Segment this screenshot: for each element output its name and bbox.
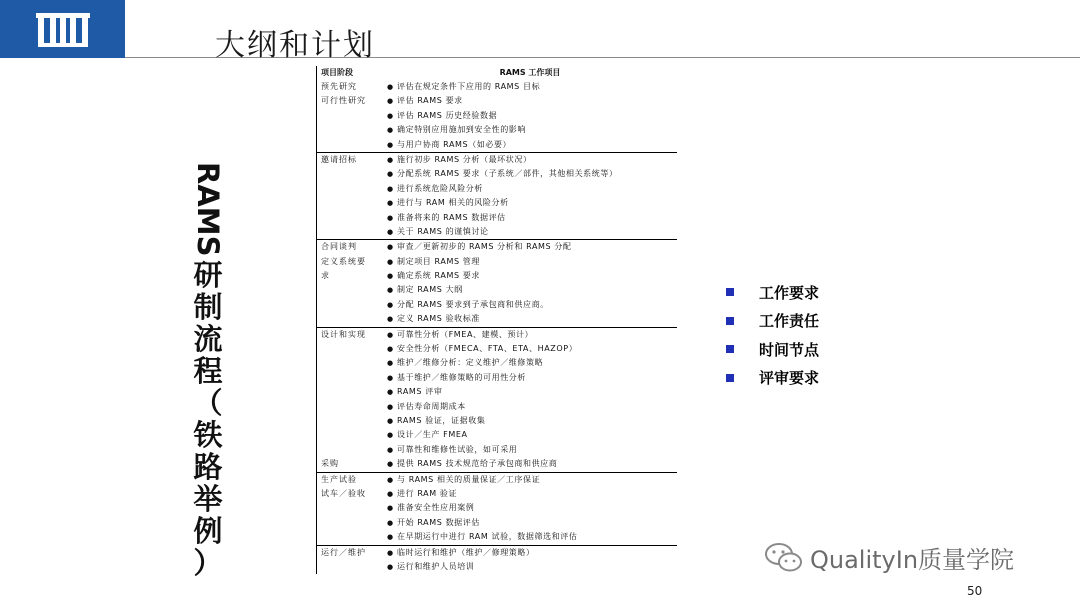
stage-cell — [317, 356, 383, 370]
bullet-dot-icon: ● — [386, 83, 394, 91]
stage-cell — [317, 109, 383, 123]
bullet-dot-icon: ● — [386, 489, 394, 498]
vertical-title-latin: RAMS — [191, 162, 225, 257]
bullet-dot-icon: ● — [386, 126, 394, 135]
stage-cell — [317, 443, 383, 457]
stage-cell: 生产试验 — [321, 474, 357, 484]
bullet-dot-icon: ● — [386, 170, 394, 179]
table-row — [317, 546, 677, 560]
stage-cell: 运行／维护 — [321, 547, 366, 557]
work-item-cell: 开始 RAMS 数据评估 — [397, 517, 480, 527]
bullet-dot-icon: ● — [386, 345, 394, 354]
watermark-text: QualityIn质量学院 — [810, 546, 1015, 574]
stage-cell — [317, 182, 383, 196]
bullet-dot-icon: ● — [386, 300, 394, 309]
table-row — [317, 473, 677, 487]
stage-cell — [317, 371, 383, 385]
bullet-dot-icon: ● — [386, 548, 394, 557]
bullet-dot-icon: ● — [386, 431, 394, 440]
table-row — [317, 530, 677, 544]
bullet-dot-icon: ● — [386, 402, 394, 411]
bullet-dot-icon: ● — [386, 286, 394, 295]
bullet-dot-icon: ● — [386, 315, 394, 324]
work-item-cell: 分配系统 RAMS 要求（子系统／部件，其他相关系统等） — [397, 169, 618, 179]
table-row — [317, 298, 677, 312]
square-bullet-icon — [726, 374, 734, 382]
work-item-cell: 进行系统危险风险分析 — [397, 183, 483, 193]
stage-cell — [317, 138, 383, 152]
work-item-cell: 维护／维修分析：定义维护／维修策略 — [397, 358, 544, 368]
table-row — [317, 255, 677, 269]
requirement-item — [726, 278, 819, 307]
table-row — [317, 94, 677, 108]
table-group — [317, 240, 677, 327]
work-item-cell: 运行和维护人员培训 — [397, 561, 475, 571]
work-item-cell: 提供 RAMS 技术规范给子承包商和供应商 — [397, 459, 558, 469]
logo-box — [0, 0, 125, 58]
table-row — [317, 225, 677, 239]
work-item-cell: 制定项目 RAMS 管理 — [397, 256, 480, 266]
table-row — [317, 400, 677, 414]
table-row — [317, 428, 677, 442]
vertical-title-char: 研 — [193, 257, 223, 292]
stage-cell: 试车／验收 — [321, 488, 366, 498]
square-bullet-icon — [726, 288, 734, 296]
work-item-cell: 可靠性和维修性试验，如可采用 — [397, 444, 518, 454]
table-row — [317, 153, 677, 167]
table-row — [317, 385, 677, 399]
work-item-cell: 设计／生产 FMEA — [397, 430, 468, 440]
bullet-dot-icon: ● — [386, 504, 394, 513]
square-bullet-icon — [726, 317, 734, 325]
bullet-dot-icon: ● — [386, 199, 394, 208]
table-row — [317, 371, 677, 385]
table-row — [317, 211, 677, 225]
table-row — [317, 109, 677, 123]
work-item-cell: 进行与 RAM 相关的风险分析 — [397, 198, 509, 208]
bullet-dot-icon: ● — [386, 330, 394, 339]
stage-cell — [317, 516, 383, 530]
table-row — [317, 182, 677, 196]
table-row — [317, 167, 677, 181]
bullet-dot-icon: ● — [386, 533, 394, 542]
stage-cell — [317, 428, 383, 442]
bullet-dot-icon: ● — [386, 475, 394, 484]
wechat-icon — [764, 541, 804, 575]
work-item-cell: 与用户协商 RAMS（如必要） — [397, 139, 512, 149]
table-row — [317, 328, 677, 342]
vertical-title-char: 流 — [193, 321, 223, 356]
work-item-cell: 确定系统 RAMS 要求 — [397, 271, 480, 281]
stage-cell — [317, 196, 383, 210]
table-row — [317, 342, 677, 356]
work-item-cell: 评估寿命周期成本 — [397, 401, 466, 411]
table-group — [317, 80, 677, 153]
page-number: 50 — [967, 584, 983, 598]
work-item-cell: RAMS 验证，证据收集 — [397, 415, 486, 425]
bullet-dot-icon: ● — [386, 272, 394, 281]
table-row — [317, 487, 677, 501]
stage-cell: 预先研究 — [321, 82, 357, 91]
table-row — [317, 414, 677, 428]
work-item-cell: 制定 RAMS 大纲 — [397, 285, 463, 295]
stage-cell: 求 — [321, 271, 330, 281]
vertical-title-char: 制 — [193, 289, 223, 324]
vertical-title-char: ） — [193, 545, 223, 580]
vertical-title-char: 铁 — [193, 417, 223, 452]
bullet-dot-icon: ● — [386, 460, 394, 469]
header-stage: 项目阶段 — [321, 68, 353, 77]
work-item-cell: 基于维护／维修策略的可用性分析 — [397, 372, 526, 382]
bullet-dot-icon: ● — [386, 184, 394, 193]
table-row — [317, 283, 677, 297]
vertical-title-char: 例 — [193, 513, 223, 548]
table-row — [317, 501, 677, 515]
stage-cell — [317, 530, 383, 544]
requirements-list — [726, 278, 819, 392]
requirement-label: 时间节点 — [759, 340, 820, 359]
table-row — [317, 356, 677, 370]
work-item-cell: 分配 RAMS 要求到子承包商和供应商。 — [397, 299, 549, 309]
work-item-cell: 临时运行和维护（维护／修理策略） — [397, 547, 535, 557]
stage-cell: 邀请招标 — [321, 154, 357, 164]
table-row — [317, 312, 677, 326]
work-item-cell: 可靠性分析（FMEA、建模、预计） — [397, 329, 534, 339]
work-item-cell: 评估 RAMS 历史经验数据 — [397, 110, 498, 120]
table-header — [317, 66, 677, 80]
stage-cell — [317, 123, 383, 137]
bullet-dot-icon: ● — [386, 227, 394, 236]
stage-cell — [317, 283, 383, 297]
bullet-dot-icon: ● — [386, 97, 394, 106]
work-item-cell: 评估 RAMS 要求 — [397, 96, 463, 106]
vertical-title — [190, 162, 226, 579]
work-item-cell: RAMS 评审 — [397, 387, 443, 397]
work-item-cell: 确定特别应用施加到安全性的影响 — [397, 125, 526, 135]
stage-cell — [317, 400, 383, 414]
requirement-label: 工作要求 — [759, 283, 820, 302]
table-row — [317, 138, 677, 152]
table-row — [317, 443, 677, 457]
stage-cell — [317, 501, 383, 515]
bullet-dot-icon: ● — [386, 373, 394, 382]
bullet-dot-icon: ● — [386, 388, 394, 397]
bullet-dot-icon: ● — [386, 155, 394, 164]
stage-cell: 定义系统要 — [321, 256, 366, 266]
square-bullet-icon — [726, 345, 734, 353]
stage-cell: 设计和实现 — [321, 329, 366, 339]
table-group — [317, 328, 677, 473]
work-item-cell: 审查／更新初步的 RAMS 分析和 RAMS 分配 — [397, 242, 572, 252]
watermark — [764, 540, 1014, 575]
work-item-cell: 与 RAMS 相关的质量保证／工序保证 — [397, 474, 541, 484]
bullet-dot-icon: ● — [386, 111, 394, 120]
table-group — [317, 473, 677, 546]
work-item-cell: 安全性分析（FMECA、FTA、ETA、HAZOP） — [397, 344, 578, 354]
table-row — [317, 240, 677, 254]
table-row — [317, 196, 677, 210]
vertical-title-char: （ — [193, 385, 223, 420]
stage-cell — [317, 225, 383, 239]
work-item-cell: 进行 RAM 验证 — [397, 488, 458, 498]
bullet-dot-icon: ● — [386, 562, 394, 571]
table-row — [317, 457, 677, 471]
bullet-dot-icon: ● — [386, 518, 394, 527]
table-row — [317, 560, 677, 574]
work-item-cell: 评估在规定条件下应用的 RAMS 目标 — [397, 82, 541, 91]
bullet-dot-icon: ● — [386, 140, 394, 149]
stage-cell — [317, 167, 383, 181]
table-row — [317, 123, 677, 137]
stage-cell: 可行性研究 — [321, 96, 366, 106]
vertical-title-char: 举 — [193, 481, 223, 516]
work-item-cell: 关于 RAMS 的谨慎讨论 — [397, 226, 489, 236]
bullet-dot-icon: ● — [386, 243, 394, 252]
table-row — [317, 516, 677, 530]
stage-cell — [317, 385, 383, 399]
building-columns-icon — [34, 11, 92, 49]
work-item-cell: 定义 RAMS 验收标准 — [397, 314, 480, 324]
requirement-label: 工作责任 — [759, 312, 820, 331]
work-item-cell: 在早期运行中进行 RAM 试验，数据筛选和评估 — [397, 532, 578, 542]
requirement-item — [726, 335, 819, 364]
stage-cell — [317, 312, 383, 326]
stage-cell — [317, 211, 383, 225]
table-group — [317, 546, 677, 575]
requirement-label: 评审要求 — [759, 369, 820, 388]
stage-cell: 合同谈判 — [321, 242, 357, 252]
stage-cell — [317, 560, 383, 574]
bullet-dot-icon: ● — [386, 445, 394, 454]
bullet-dot-icon: ● — [386, 257, 394, 266]
header-items: RAMS 工作项目 — [499, 68, 561, 77]
requirement-item — [726, 364, 819, 393]
vertical-title-cjk — [190, 259, 226, 579]
vertical-title-char: 程 — [193, 353, 223, 388]
work-item-cell: 施行初步 RAMS 分析（最坏状况） — [397, 154, 532, 164]
stage-cell — [317, 298, 383, 312]
stage-cell — [317, 414, 383, 428]
requirement-item — [726, 307, 819, 336]
table-group — [317, 153, 677, 240]
vertical-title-char: 路 — [193, 449, 223, 484]
rams-work-table — [316, 66, 677, 574]
bullet-dot-icon: ● — [386, 416, 394, 425]
bullet-dot-icon: ● — [386, 359, 394, 368]
table-row — [317, 80, 677, 94]
table-row — [317, 269, 677, 283]
bullet-dot-icon: ● — [386, 213, 394, 222]
work-item-cell: 准备安全性应用案例 — [397, 503, 475, 513]
stage-cell — [317, 342, 383, 356]
stage-cell: 采购 — [321, 459, 339, 469]
work-item-cell: 准备将来的 RAMS 数据评估 — [397, 212, 506, 222]
page-title: 大纲和计划 — [215, 28, 375, 63]
